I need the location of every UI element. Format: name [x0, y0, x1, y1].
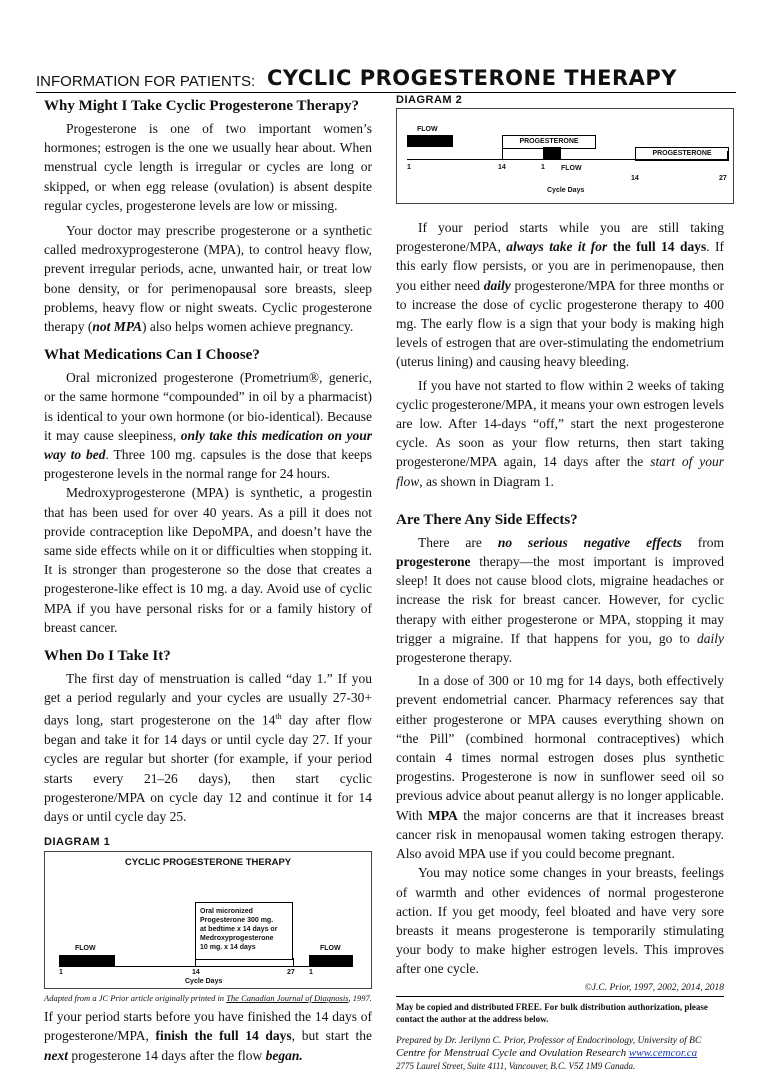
paragraph-no-flow: If you have not started to flow within 2 weeks of taking cyclic progesterone/MPA, it means your own estrogen levels are low. After 14-days “off,” start the next progesterone cycle. As soon as your flow returns, then start taking progesterone/MPA again, 14 days after the start of your flow, as shown in Diagram 1.	[396, 377, 724, 489]
centre-line: Centre for Menstrual Cycle and Ovulation Research www.cemcor.ca	[396, 1046, 698, 1059]
page-header	[36, 66, 736, 93]
tick-label: 14	[192, 969, 200, 977]
diagram-2-axis	[407, 159, 729, 160]
paragraph-during: If your period starts while you are still taking progesterone/MPA, always take it for the full 14 days. If this early flow persists, or you are in perimenopause, then you either need daily progesterone/MPA for three months or to increase the dose of cyclic progesterone therapy to 400 mg. The early flow is a sign that your body is making high levels of estrogen that are over-stimulating the endometrium (uterus lining) and causing heavy bleeding.	[396, 220, 725, 370]
progesterone-box-2: PROGESTERONE	[635, 147, 729, 161]
flow-bar-2	[309, 955, 353, 966]
paragraph-side-effects-3: You may notice some changes in your breasts, feelings of warmth and other evidences of normal progesterone action. If you get moody, feel bloated and have very sore breasts it means progesterone is temporarily stimulating your body to make higher estrogen levels. This improves after one cycle.	[396, 865, 724, 977]
diagram-2-label: DIAGRAM 2	[396, 94, 463, 106]
flow-bar-1	[59, 955, 115, 966]
tick-label: 1	[309, 969, 313, 977]
axis-label: Cycle Days	[547, 187, 585, 194]
copyright: ©J.C. Prior, 1997, 2002, 2014, 2018	[584, 982, 724, 993]
left-column	[44, 97, 372, 1065]
divider	[396, 996, 724, 997]
tick-label: 14	[498, 164, 506, 171]
axis-tick-27	[293, 958, 294, 966]
tick-label: 14	[631, 175, 639, 182]
paragraph-when: The first day of menstruation is called “day 1.” If you get a period regularly and your cycles are usually 27-30+ days long, start progesterone on the 14th day after flow began and take it for 14 days or until cycle day 27. If your cycles are regular but shorter (for example, if your period starts every 21–26 days), then start cyclic progesterone/MPA on cycle day 12 and continue it for 14 days or until cycle day 25.	[44, 671, 372, 824]
paragraph-side-effects-1: There are no serious negative effects from progesterone therapy—the most important is improved sleep! It does not cause blood clots, migraine headaches or increase the risk for breast cancer. However, for cyclic therapy with either progesterone or MPA, stopping it may trigger a migraine. If that happens for you, go to daily progesterone therapy.	[396, 534, 724, 666]
tick-label: 1	[407, 164, 411, 171]
paragraph-side-effects-2: In a dose of 300 or 10 mg for 14 days, both effectively prevent endometrial cancer. Pharmacy references say that either progesterone or MPA causes everything shown on “the Pill” (combined hormonal contraceptives) which contain 4 times normal estrogen doses plus synthetic progestins. Progesterone is now in sunflower seed oil so previous advice about peanut allergy is no longer applicable. With MPA the major concerns are that it increases breast cancer risk in menopausal women taking estrogen therapy. Also avoid MPA use if you could become pregnant.	[396, 673, 724, 862]
website-link[interactable]: www.cemcor.ca	[628, 1046, 698, 1059]
axis-label: Cycle Days	[185, 978, 223, 986]
tick-label: 1	[59, 969, 63, 977]
right-column	[396, 94, 727, 1072]
flow-bar-mid	[543, 147, 561, 159]
page-title: CYCLIC PROGESTERONE THERAPY	[267, 66, 678, 90]
flow-label-mid: FLOW	[561, 165, 582, 172]
flow-label-early: FLOW	[417, 126, 438, 133]
tick-label: 27	[719, 175, 727, 182]
paragraph-meds-1: Oral micronized progesterone (Prometrium®, generic, or the same hormone “compounded” in oil by a pharmacist) is identical to your own hormone (or bio-identical). Because it may cause sleepiness, only take this medication on your way to bed. Three 100 mg. capsules is the dose that keeps progesterone levels in the normal range for 24 hours.	[44, 370, 372, 482]
diagram-1-axis	[59, 966, 353, 967]
flow-label-2: FLOW	[320, 945, 341, 953]
medication-box: Oral micronized Progesterone 300 mg. at bedtime x 14 days or Medroxyprogesterone 10 mg. x 14 days	[195, 902, 293, 960]
header-prefix: INFORMATION FOR PATIENTS:	[36, 73, 256, 90]
diagram-1-label: DIAGRAM 1	[44, 836, 111, 849]
progesterone-box-1: PROGESTERONE	[502, 135, 596, 149]
flow-bar-early	[407, 135, 453, 147]
distribution-note: May be copied and distributed FREE. For bulk distribution authorization, please contact the author at the address below.	[396, 1001, 708, 1024]
paragraph-early-period: If your period starts before you have finished the 14 days of progesterone/MPA, finish the full 14 days, but start the next progesterone 14 days after the flow began.	[44, 1009, 372, 1063]
tick-label: 1	[541, 164, 545, 171]
address-line: 2775 Laurel Street, Suite 4111, Vancouver, B.C. V5Z 1M9 Canada.	[396, 1060, 636, 1071]
flow-label-1: FLOW	[75, 945, 96, 953]
heading-side-effects: Are There Any Side Effects?	[396, 511, 578, 528]
tick-label: 27	[287, 969, 295, 977]
prepared-by: Prepared by Dr. Jerilynn C. Prior, Professor of Endocrinology, University of BC	[396, 1035, 702, 1046]
diagram-1-title: CYCLIC PROGESTERONE THERAPY	[124, 857, 292, 869]
axis-tick-14-a	[502, 147, 503, 159]
heading-medications: What Medications Can I Choose?	[44, 347, 260, 364]
paragraph-meds-2: Medroxyprogesterone (MPA) is synthetic, a progestin that has been used for over 40 years. As a pill it does not provide contraception like DepoMPA, and doesn’t have the same side effects while on it or difficulties when stopping it. It is stronger than progesterone so the dose that creates a progesterone-like effect is 10 mg. a day. Avoid use of cyclic MPA if you have personal risks for or a family history of breast cancer.	[44, 485, 372, 635]
diagram-2	[396, 108, 734, 204]
adapted-note: Adapted from a JC Prior article originally printed in The Canadian Journal of Diagnosis, 1997.	[44, 993, 372, 1004]
heading-why: Why Might I Take Cyclic Progesterone Therapy?	[44, 98, 359, 114]
paragraph-why-2: Your doctor may prescribe progesterone or a synthetic called medroxyprogesterone (MPA), to control heavy flow, prevent irregular periods, acne, unwanted hair, or treat low bone density, or for perimenopausal sore breasts, sleep problems, heavy flow or night sweats. Cyclic progesterone therapy (not MPA) also helps women achieve pregnancy.	[44, 223, 372, 335]
heading-when: When Do I Take It?	[44, 648, 171, 665]
paragraph-why-1: Progesterone is one of two important women’s hormones; estrogen is the one we usually hear about. When menstrual cycle length is irregular or cycles are long or skipped, or when egg release (ovulation) is absent despite regular cycles, progesterone levels are low or missing.	[44, 121, 372, 213]
axis-tick-14	[195, 958, 196, 966]
diagram-1	[44, 851, 372, 989]
axis-tick-27	[727, 151, 728, 159]
